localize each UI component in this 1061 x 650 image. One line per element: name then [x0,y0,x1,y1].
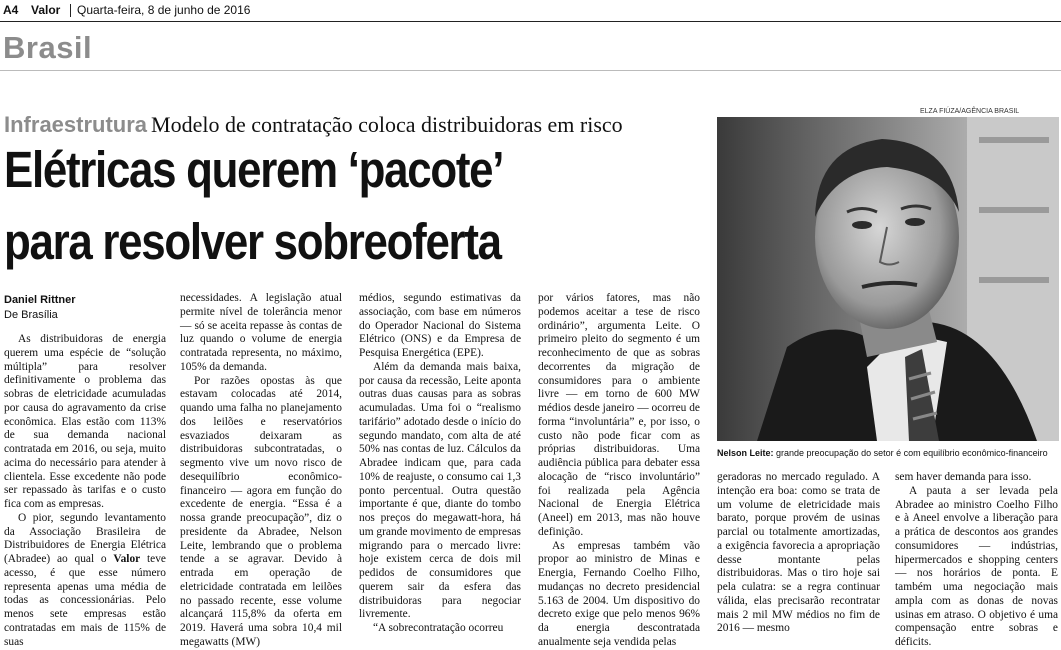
paragraph: A pauta a ser levada pela Abradee ao ministro Coelho Filho e à Aneel envolve a liberação para a prática de descontos aos grandes consumidores — indústrias, hipermercados e shopping centers — nos horários de ponta. E também uma negociação mais ampla com as donas de novas usinas em atraso. O objetivo é uma compensação entre sobras e déficits. [895,484,1058,648]
portrait-illustration [717,117,1059,441]
text-run: O pior, segundo levantamento da Associação Brasileira de Distribuidores de Energia Elétrica (Abradee) ao qual o [4,511,166,565]
paragraph: geradoras no mercado regulado. A intenção era boa: como se trata de um volume de eletricidade mais barato, porque provém de usinas parcial ou totalmente amortizadas, a exigência favorecia a apropriação desse montante pelas distribuidoras. Mas o tiro hoje sai pela culatra: se a regra continuar válida, elas precisarão recontratar mais 2 mil MW médios no fim de 2016 — mesmo [717,471,880,635]
issue-date: Quarta-feira, 8 de junho de 2016 [77,3,251,17]
paragraph: por vários fatores, mas não podemos aceitar a tese de risco ordinário”, argumenta Leite. O primeiro pleito do segmento é um reconhecimento de que as sobras decorrentes da migração de consumidores para o ambiente livre — em torno de 600 MW médios desde janeiro — ocorreu de forma “involuntária” e, por isso, o custo não pode ficar com as próprias distribuidoras. Uma audiência pública para debater essa alocação de “risco involuntário” foi realizada pela Agência Nacional de Energia Elétrica (Aneel) em 2013, mas não houve definição. [538,292,700,538]
headline-line-2: para resolver sobreoferta [4,213,501,270]
article-column-2 [180,292,342,648]
article-column-1 [4,333,166,648]
caption-text: grande preocupação do setor é com equilíbrio econômico-financeiro [773,448,1048,458]
header-rule [0,21,1061,22]
paragraph: necessidades. A legislação atual permite nível de tolerância menor — só se aceita repasse às contas de luz quando o volume de energia contratada representa, no máximo, 105% da demanda. [180,292,342,373]
paragraph: sem haver demanda para isso. [895,471,1032,483]
photo-credit: ELZA FIÚZA/AGÊNCIA BRASIL [920,108,1020,115]
text-run: teve acesso, é que esse número representa apenas uma média de todas as concessionárias. Pelo menos sete empresas estão contratadas em mais de 115% de suas [4,553,166,648]
article-column-6 [895,471,1058,648]
article-column-3 [359,292,521,638]
section-title: Brasil [3,30,93,65]
paragraph [4,512,166,650]
headline-line-1: Elétricas querem ‘pacote’ [4,141,504,198]
section-rule [0,70,1061,71]
article-column-5 [717,471,880,638]
paragraph: As empresas também vão propor ao ministro de Minas e Energia, Fernando Coelho Filho, mudanças no decreto presidencial 5.163 de 2004. Um dispositivo do decreto exige que pelo menos 96% da energia descontratada anualmente seja vendida pelas [538,539,700,648]
kicker-text: Modelo de contratação coloca distribuidoras em risco [151,112,623,137]
paragraph: médios, segundo estimativas da associação, com base em números do Operador Nacional do Sistema Elétrico (ONS) e da Empresa de Pesquisa Energética (EPE). [359,292,521,359]
paragraph: Além da demanda mais baixa, por causa da recessão, Leite aponta outras duas causas para as sobras acumuladas. Uma foi o “realismo tarifário” adotado desde o início do segundo mandato, com alta de até 50% nas contas de luz. Cálculos da Abradee indicam que, para cada 10% de reajuste, o consumo cai 1,3 ponto percentual. Outra questão importante é que, diante do tombo nos preços do megawatt-hora, há um grande movimento de empresas migrando para o mercado livre: hoje existem cerca de dois mil pedidos de consumidores que querem sair da esfera das distribuidoras para negociar livremente. [359,360,521,621]
caption-name: Nelson Leite: [717,448,774,458]
paragraph: As distribuidoras de energia querem uma espécie de “solução múltipla” para resolver definitivamente o problema das sobras de eletricidade acumuladas por causa do agravamento da crise econômica. Elas estão com 113% de sua demanda nacional contratada em 2016, ou seja, muito acima do necessário para atender à clientela. Esse excedente não pode ser repassado às tarifas e o custo fica com as empresas. [4,333,166,510]
paragraph: Por razões opostas às que estavam colocadas até 2014, quando uma falha no planejamento dos leilões e reservatórios esvaziados deixaram as distribuidoras subcontratadas, o segmento vive um novo risco de desequilíbrio econômico-financeiro — agora em função do excedente de energia. “Essa é a nossa grande preocupação”, diz o presidente da Abradee, Nelson Leite, lembrando que o problema tende a se agravar. Devido à entrada em operação de eletricidade contratada em leilões no passado recente, esse volume alcançará 115,8% da oferta em 2019. Haverá uma sobra 10,4 mil megawatts (MW) [180,374,342,648]
article-kicker [4,112,623,141]
brand-mention: Valor [113,553,141,565]
author-location: De Brasília [4,309,58,321]
page-number: A4 [3,3,19,17]
article-column-4 [538,292,700,648]
paragraph: “A sobrecontratação ocorreu [373,622,504,634]
page-header [0,0,1061,22]
kicker-label: Infraestrutura [4,112,148,137]
header-separator [70,4,71,17]
newspaper-brand: Valor [31,3,61,17]
photo-caption [717,447,1059,459]
portrait-photo [717,117,1059,441]
author-name: Daniel Rittner [4,294,76,306]
